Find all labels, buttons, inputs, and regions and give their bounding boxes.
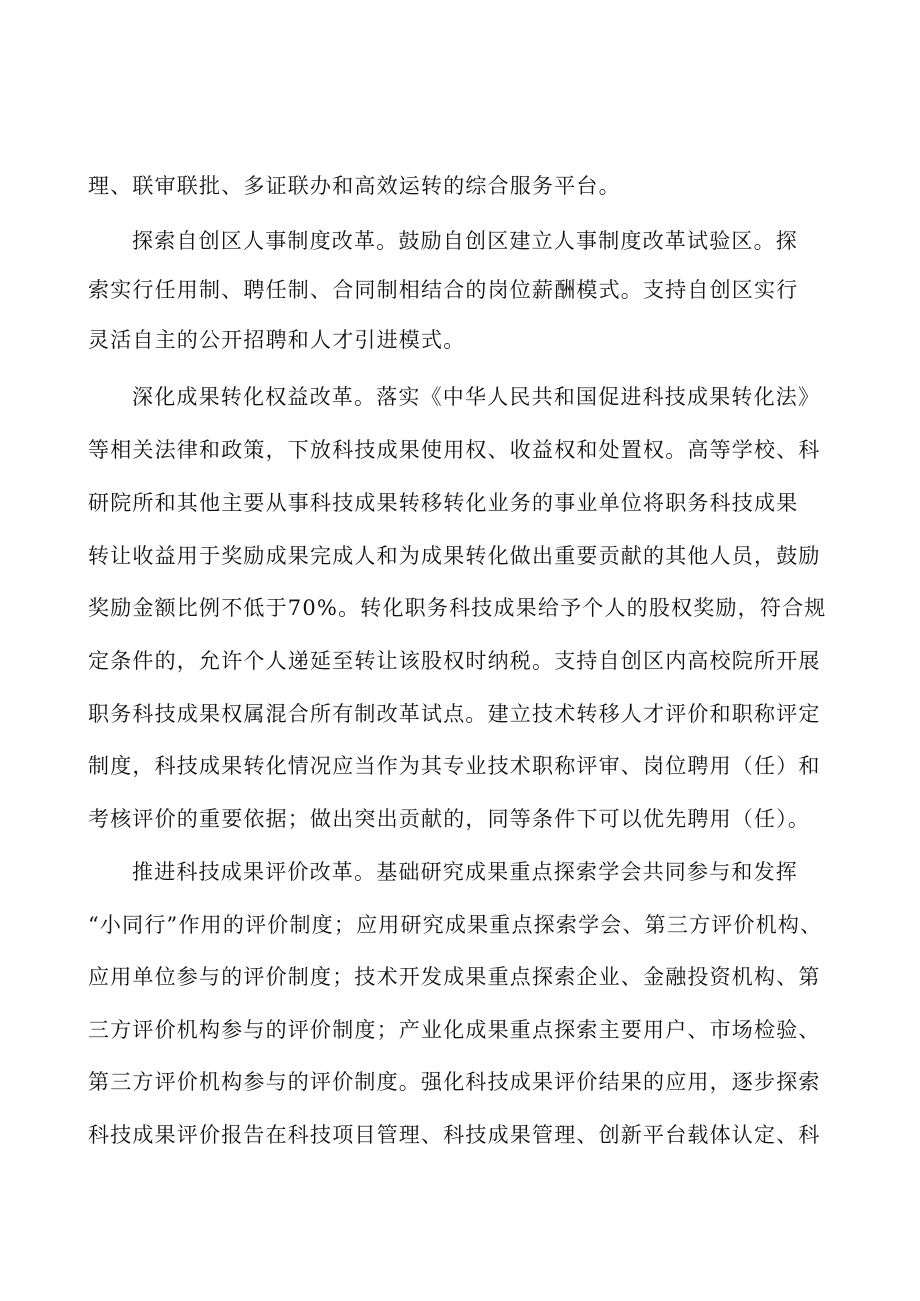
text-line: 应用单位参与的评价制度；技术开发成果重点探索企业、金融投资机构、第 xyxy=(88,965,821,989)
text-line: 灵活自主的公开招聘和人才引进模式。 xyxy=(88,328,466,352)
text-line: 索实行任用制、聘任制、合同制相结合的岗位薪酬模式。支持自创区实行 xyxy=(88,278,799,302)
text-line: 等相关法律和政策，下放科技成果使用权、收益权和处置权。高等学校、科 xyxy=(88,438,821,462)
paragraph-start-line: 探索自创区人事制度改革。鼓励自创区建立人事制度改革试验区。探 xyxy=(132,229,798,253)
text-line: 科技成果评价报告在科技项目管理、科技成果管理、创新平台载体认定、科 xyxy=(88,1123,821,1147)
paragraph-start-line: 推进科技成果评价改革。基础研究成果重点探索学会共同参与和发挥 xyxy=(132,860,798,884)
text-line: 研院所和其他主要从事科技成果转移转化业务的事业单位将职务科技成果 xyxy=(88,491,799,515)
text-line: 制度，科技成果转化情况应当作为其专业技术职称评审、岗位聘用（任）和 xyxy=(88,754,821,778)
text-line: 转让收益用于奖励成果完成人和为成果转化做出重要贡献的其他人员，鼓励 xyxy=(88,544,821,568)
text-line: “小同行”作用的评价制度；应用研究成果重点探索学会、第三方评价机构、 xyxy=(88,913,823,937)
text-line: 定条件的，允许个人递延至转让该股权时纳税。支持自创区内高校院所开展 xyxy=(88,649,821,673)
text-line: 第三方评价机构参与的评价制度。强化科技成果评价结果的应用，逐步探索 xyxy=(88,1070,821,1094)
paragraph-start-line: 深化成果转化权益改革。落实《中华人民共和国促进科技成果转化法》 xyxy=(132,385,821,409)
text-line: 职务科技成果权属混合所有制改革试点。建立技术转移人才评价和职称评定 xyxy=(88,702,821,726)
text-line: 考核评价的重要依据；做出突出贡献的，同等条件下可以优先聘用（任）。 xyxy=(88,807,811,831)
text-line: 奖励金额比例不低于70%。转化职务科技成果给予个人的股权奖励，符合规 xyxy=(88,596,827,620)
text-line: 三方评价机构参与的评价制度；产业化成果重点探索主要用户、市场检验、 xyxy=(88,1018,821,1042)
text-line: 理、联审联批、多证联办和高效运转的综合服务平台。 xyxy=(88,174,621,198)
